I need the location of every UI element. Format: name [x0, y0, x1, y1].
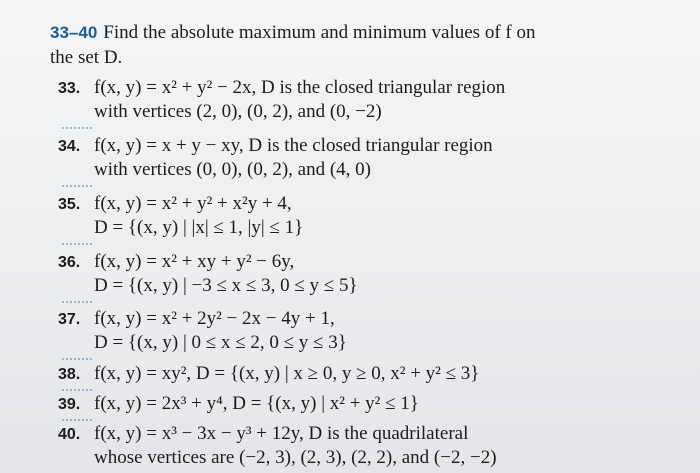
problem-function: f(x, y) = 2x³ + y⁴, D = {(x, y) | x² + y² ≤ 1}	[94, 393, 419, 414]
divider	[62, 127, 92, 131]
problem-number: 39.	[58, 396, 81, 413]
problem-domain: with vertices (0, 0), (0, 2), and (4, 0)	[94, 159, 372, 180]
problem-function: f(x, y) = x² + 2y² − 2x − 4y + 1,	[94, 308, 335, 329]
problem-domain: D = {(x, y) | |x| ≤ 1, |y| ≤ 1}	[94, 217, 304, 238]
problem-domain: whose vertices are (−2, 3), (2, 3), (2, 2), and (−2, −2)	[94, 447, 497, 468]
exercise-range: 33–40	[50, 23, 98, 42]
problem-39	[58, 392, 658, 416]
exercise-header	[50, 20, 650, 70]
problem-number: 38.	[58, 366, 81, 383]
problem-number: 35.	[58, 196, 81, 213]
problem-34	[58, 134, 658, 181]
divider	[62, 243, 92, 247]
problem-37	[58, 307, 658, 354]
problem-domain: D = {(x, y) | 0 ≤ x ≤ 2, 0 ≤ y ≤ 3}	[94, 332, 347, 353]
divider	[62, 185, 92, 189]
problem-function: f(x, y) = x + y − xy, D is the closed triangular region	[94, 135, 493, 156]
problem-function: f(x, y) = x³ − 3x − y³ + 12y, D is the quadrilateral	[94, 423, 469, 444]
problem-number: 34.	[58, 138, 81, 155]
exercise-instruction: Find the absolute maximum and minimum values of f on	[103, 22, 536, 43]
problem-36	[58, 250, 658, 297]
exercise-instruction-line2: the set D.	[50, 47, 123, 68]
problem-domain: with vertices (2, 0), (0, 2), and (0, −2)	[94, 101, 382, 122]
problem-function: f(x, y) = x² + xy + y² − 6y,	[94, 251, 295, 272]
problem-function: f(x, y) = x² + y² + x²y + 4,	[94, 193, 292, 214]
problem-number: 37.	[58, 311, 81, 328]
problem-number: 40.	[58, 426, 81, 443]
problem-function: f(x, y) = xy², D = {(x, y) | x ≥ 0, y ≥ 0, x² + y² ≤ 3}	[94, 363, 480, 384]
problem-number: 36.	[58, 254, 81, 271]
problem-domain: D = {(x, y) | −3 ≤ x ≤ 3, 0 ≤ y ≤ 5}	[94, 275, 358, 296]
problem-number: 33.	[58, 80, 81, 97]
problem-38	[58, 362, 658, 386]
divider	[62, 301, 92, 305]
problem-function: f(x, y) = x² + y² − 2x, D is the closed triangular region	[94, 77, 506, 98]
problem-33	[58, 76, 658, 123]
exercise-header-line1	[50, 20, 650, 45]
problem-40	[58, 422, 658, 469]
problem-35	[58, 192, 658, 239]
